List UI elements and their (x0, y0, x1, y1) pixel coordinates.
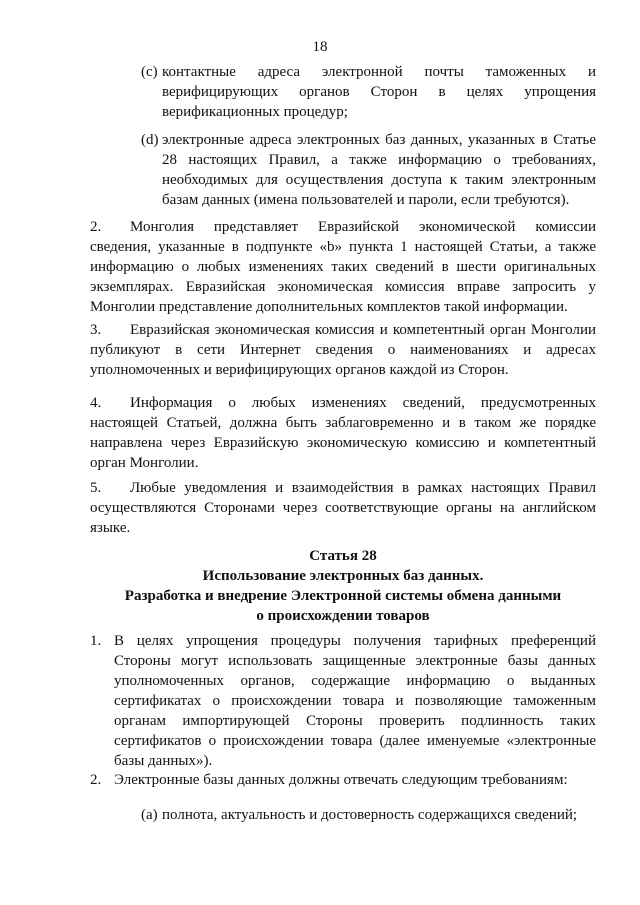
article-item-2-text: Электронные базы данных должны отвечать следующим требованиям: (114, 772, 568, 788)
article-title-line-2: Разработка и внедрение Электронной системы обмена данными (124, 588, 562, 604)
paragraph-3-text: Евразийская экономическая комиссия и компетентный орган Монголии публикуют в сети Интернет сведения о наименованиях и адресах уполномоченных и верифицирующих органов каждой из Сторон. (90, 322, 596, 378)
paragraph-5 (90, 478, 596, 538)
subitem-c-body (141, 62, 596, 122)
article-label: Статья 28 (309, 548, 377, 564)
subitem-a (141, 805, 596, 825)
paragraph-2-number: 2. (90, 219, 102, 235)
paragraph-3-number: 3. (90, 322, 102, 338)
article-item-1 (90, 631, 596, 771)
paragraph-4-number: 4. (90, 395, 102, 411)
subitem-a-marker: (a) (141, 807, 158, 823)
page-number: 18 (312, 39, 328, 55)
subitem-c-text: контактные адреса электронной почты таможенных и верифицирующих органов Сторон в целях упрощения верификационных процедур; (162, 64, 596, 120)
subitem-a-body (141, 805, 596, 825)
article-item-2 (90, 770, 596, 790)
paragraph-4-text: Информация о любых изменениях сведений, предусмотренных настоящей Статьей, должна быть заблаговременно и в таком же порядке направлена через Евразийскую экономическую комиссию и компетентный орган Монголии. (90, 395, 596, 471)
article-heading (90, 546, 596, 626)
paragraph-5-text: Любые уведомления и взаимодействия в рамках настоящих Правил осуществляются Сторонами через соответствующие органы на английском языке. (90, 480, 596, 536)
subitem-c-marker: (c) (141, 64, 158, 80)
subitem-c (141, 62, 596, 122)
paragraph-4 (90, 393, 596, 473)
article-title-line-3: о происхождении товаров (256, 608, 430, 624)
paragraph-2 (90, 217, 596, 317)
subitem-d (141, 130, 596, 210)
subitem-d-body (141, 130, 596, 210)
paragraph-3 (90, 320, 596, 380)
paragraph-5-number: 5. (90, 480, 102, 496)
paragraph-2-text: Монголия представляет Евразийской экономической комиссии сведения, указанные в подпункте «b» пункта 1 настоящей Статьи, а также информацию о любых изменениях таких сведений в шести оригинальных экземплярах. Евразийская экономическая комиссия вправе запросить у Монголии представление дополнительных комплектов такой информации. (90, 219, 596, 315)
article-item-1-text: В целях упрощения процедуры получения тарифных преференций Стороны могут использовать защищенные электронные базы данных уполномоченных органов, содержащие информацию о выданных сертификатах о происхождении товара и позволяющие таможенным органам импортирующей Стороны проверить подлинность таких сертификатов о происхождении товара (далее именуемые «электронные базы данных»). (114, 633, 596, 769)
article-title-line-1: Использование электронных баз данных. (202, 568, 484, 584)
article-item-1-number: 1. (90, 633, 102, 649)
subitem-d-text: электронные адреса электронных баз данных, указанных в Статье 28 настоящих Правил, а также информацию о требованиях, необходимых для осуществления доступа к таким электронным базам данных (имена пользователей и пароли, если требуются). (162, 132, 596, 208)
subitem-a-text: полнота, актуальность и достоверность содержащихся сведений; (162, 807, 578, 823)
article-item-2-number: 2. (90, 772, 102, 788)
subitem-d-marker: (d) (141, 132, 159, 148)
